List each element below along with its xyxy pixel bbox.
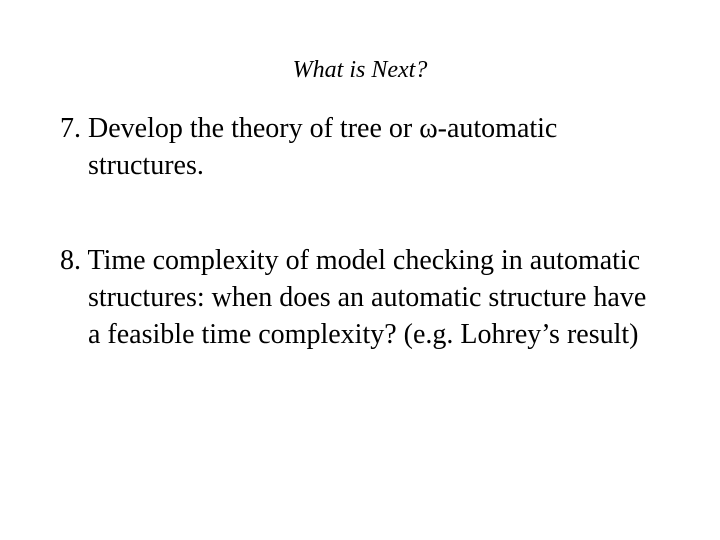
list-item-7 bbox=[60, 110, 660, 184]
item-number: 8. bbox=[60, 245, 88, 276]
slide-title: What is Next? bbox=[292, 57, 428, 83]
item-text: Time complexity of model checking in automatic structures: when does an automatic structure have a feasible time complexity? (e.g. Lohrey’s result) bbox=[87, 245, 647, 350]
item-number: 7. bbox=[60, 113, 88, 144]
item-text: Develop the theory of tree or ω-automatic structures. bbox=[88, 113, 558, 181]
item-list bbox=[60, 110, 660, 411]
list-item-8 bbox=[60, 242, 660, 353]
